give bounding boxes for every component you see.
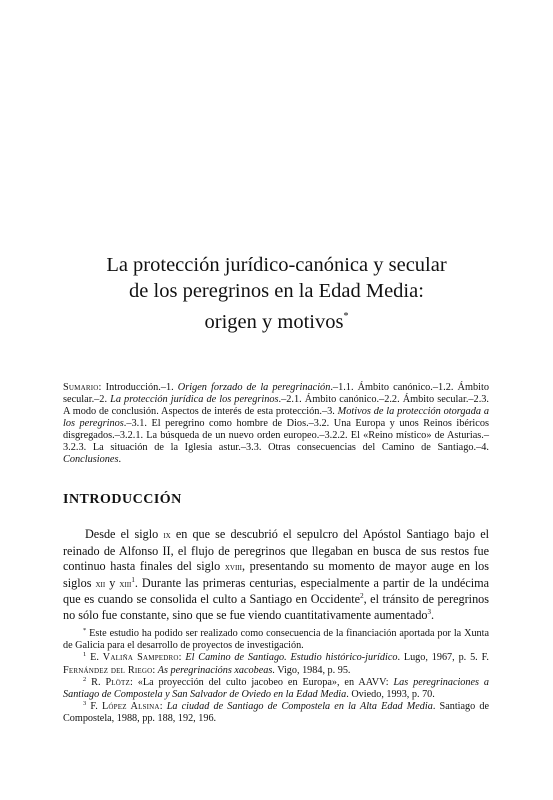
footnote-star xyxy=(63,628,489,652)
summary-seg-8: Conclusiones xyxy=(63,454,119,465)
summary-seg-9: . xyxy=(118,454,122,465)
footnote-2-work: Las peregrinaciones a Santiago de Compostela y San Salvador de Oviedo en la Edad Media xyxy=(63,676,489,701)
footnote-1-seg: : xyxy=(152,664,158,676)
footnote-ref-2[interactable]: 2 xyxy=(360,592,364,601)
footnote-3-mark: 3 xyxy=(83,700,87,708)
summary-label: Sumario: xyxy=(63,382,102,393)
summary-seg-1: Introducción.–1. xyxy=(101,382,178,393)
footnote-star-text: Este estudio ha podido ser realizado como consecuencia de la financiación aportada por la Xunta de Galicia para el desarrollo de proyectos de investigación. xyxy=(63,628,489,652)
summary-seg-7: .–3.1. El peregrino como hombre de Dios.–3.2. Una Europa y unos Reinos ibéricos disgregados.–3.2.1. La búsqueda de un nuevo orden europeo.–3.2.2. El «Reino místico» de Asturias.–3.2.3. La situación de la Iglesia astur.–3.3. Otras consecuencias del Camino de Santiago.–4. xyxy=(63,418,489,453)
body-seg-4: y xyxy=(105,575,120,590)
footnote-2-author: Plötz xyxy=(105,676,130,688)
footnote-1-seg: . Vigo, 1984, p. 95. xyxy=(272,664,351,676)
footnote-1-work-1: El Camino de Santiago. Estudio histórico-jurídico xyxy=(185,652,398,664)
footnote-3-seg: : xyxy=(159,701,167,713)
body-paragraph xyxy=(63,527,489,624)
body-seg-1: Desde el siglo xyxy=(85,527,164,541)
summary xyxy=(63,382,489,466)
title-line-2: de los peregrinos en la Edad Media: xyxy=(129,280,424,302)
footnote-2-seg: R. xyxy=(86,676,106,688)
footnote-ref-3[interactable]: 3 xyxy=(427,607,432,616)
footnote-ref-1[interactable]: 1 xyxy=(131,575,135,584)
summary-seg-5: .–2.1. Ámbito canónico.–2.2. Ámbito secular.–2.3. A modo de conclusión. Aspectos de interés de esta protección.–3. xyxy=(63,394,489,417)
title-line-3: origen y motivos xyxy=(204,311,344,333)
footnote-1-seg: E. xyxy=(86,652,103,664)
summary-seg-4: La protección jurídica de los peregrinos xyxy=(110,394,279,405)
body-seg-6: , el tránsito de peregrinos no sólo fue constante, sino que se fue viendo cuantitativamente aumentado xyxy=(63,592,489,622)
century-xii: xii xyxy=(95,578,106,590)
footnote-1 xyxy=(63,652,489,676)
footnote-2-seg: . Oviedo, 1993, p. 70. xyxy=(346,689,435,701)
century-xviii: xviii xyxy=(224,562,242,574)
footnotes xyxy=(63,628,489,726)
title-line-1: La protección jurídico-canónica y secular xyxy=(106,254,447,276)
summary-seg-3: .–1.1. Ámbito canónico.–1.2. Ámbito secular.–2. xyxy=(63,382,489,405)
footnote-3-author: López Alsina xyxy=(101,701,160,713)
footnote-3-seg: F. xyxy=(86,701,102,713)
footnote-2-mark: 2 xyxy=(83,675,87,683)
footnote-3 xyxy=(63,701,489,725)
title-footnote-mark: * xyxy=(343,311,349,322)
century-xiii: xiii xyxy=(119,578,132,590)
footnote-2-seg: : «La proyección del culto jacobeo en Europa», en AAVV: xyxy=(130,676,394,688)
footnote-3-seg: . Santiago de Compostela, 1988, pp. 188, 192, 196. xyxy=(63,701,489,725)
century-ix: ix xyxy=(163,530,171,541)
footnote-1-seg: . Lugo, 1967, p. 5. F. xyxy=(397,652,489,664)
body-seg-5: . Durante las primeras centurias, especialmente a partir de la undécima que es cuando se consolida el culto a Santiago en Occidente xyxy=(63,575,490,607)
summary-seg-6: Motivos de la protección otorgada a los peregrinos xyxy=(63,406,489,429)
footnote-2 xyxy=(63,677,489,701)
footnote-1-seg: : xyxy=(178,652,186,664)
footnote-1-author-1: Valiña Sampedro xyxy=(102,652,179,664)
article-title xyxy=(60,252,493,335)
footnote-3-work: La ciudad de Santiago de Compostela en la Alta Edad Media xyxy=(166,701,433,713)
footnote-1-work-2: As peregrinacións xacobeas xyxy=(157,664,273,676)
body-seg-2: en que se descubrió el sepulcro del Apóstol Santiago bajo el reinado de Alfonso II, el flujo de peregrinos que llegaban en busca de sus restos fue continuo hasta finales del siglo xyxy=(63,527,489,574)
body-seg-3: , presentando su momento de mayor auge en los siglos xyxy=(63,559,489,590)
section-heading: INTRODUCCIÓN xyxy=(63,492,182,507)
footnote-1-mark: 1 xyxy=(83,651,87,659)
footnote-star-mark: * xyxy=(83,627,87,634)
body-seg-7: . xyxy=(431,607,435,622)
summary-seg-2: Origen forzado de la peregrinación xyxy=(177,382,331,393)
footnote-1-author-2: Fernández del Riego xyxy=(63,664,153,676)
